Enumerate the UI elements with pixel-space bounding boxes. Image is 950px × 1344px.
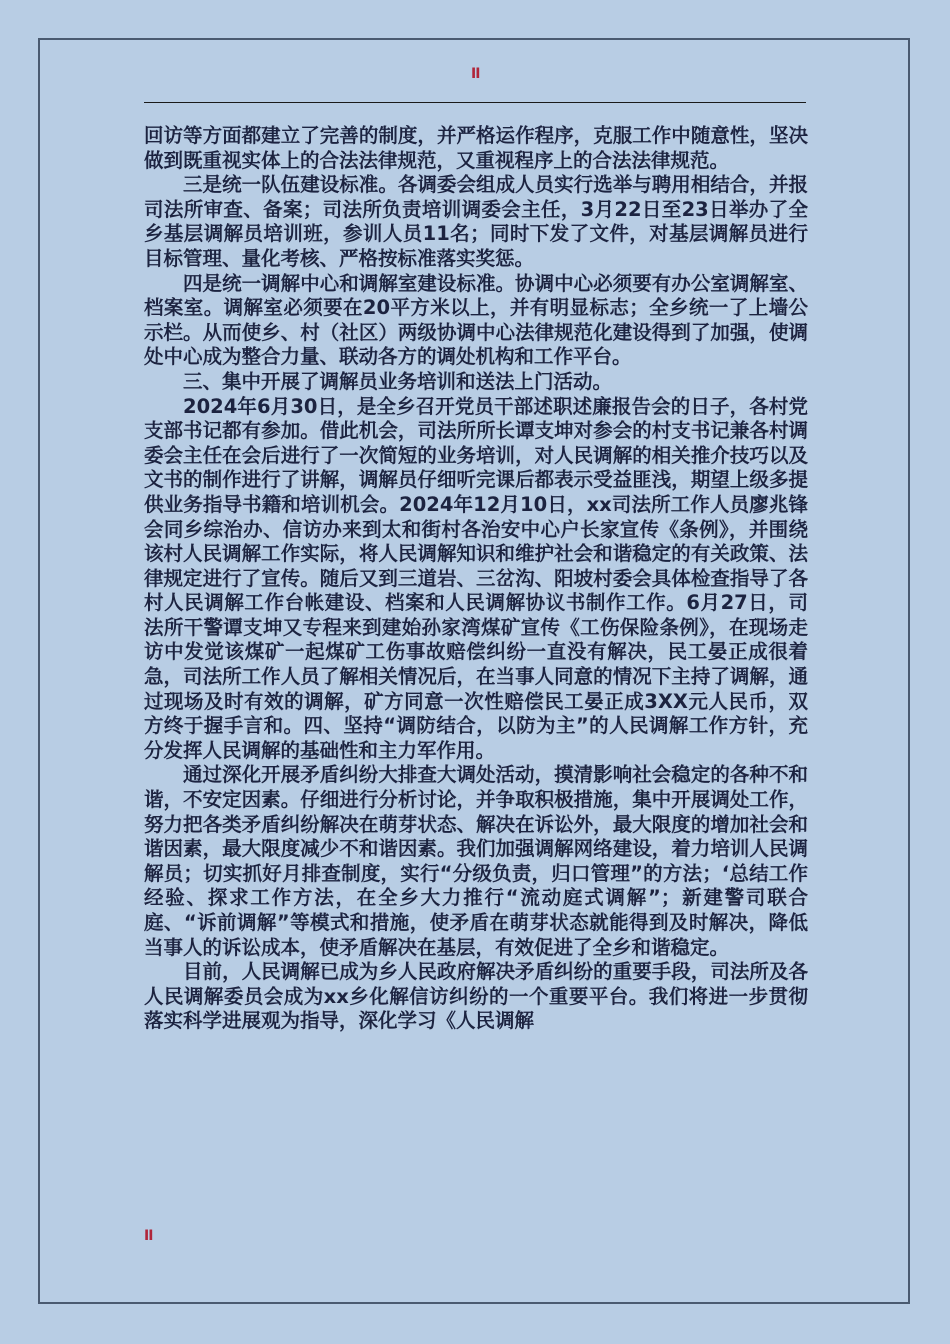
paragraph-1: 回访等方面都建立了完善的制度，并严格运作程序，克服工作中随意性，坚决做到既重视实体上的合法法律规范，又重视程序上的合法法律规范。 xyxy=(144,124,808,172)
header-rule xyxy=(144,102,806,103)
document-body xyxy=(144,124,808,1034)
footer-mark: II xyxy=(144,1228,153,1244)
header-mark: II xyxy=(471,66,480,82)
section-heading: 三、集中开展了调解员业务培训和送法上门活动。 xyxy=(183,369,613,393)
paragraph-6: 目前，人民调解已成为乡人民政府解决矛盾纠纷的重要手段，司法所及各人民调解委员会成为xx乡化解信访纠纷的一个重要平台。我们将进一步贯彻落实科学进展观为指导，深化学习《人民调解 xyxy=(144,960,808,1033)
paragraph-3: 四是统一调解中心和调解室建设标准。协调中心必须要有办公室调解室、档案室。调解室必须要在20平方米以上，并有明显标志；全乡统一了上墙公示栏。从而使乡、村（社区）两级协调中心法律规范化建设得到了加强，使调处中心成为整合力量、联动各方的调处机构和工作平台。 xyxy=(144,271,808,369)
paragraph-2: 三是统一队伍建设标准。各调委会组成人员实行选举与聘用相结合，并报司法所审查、备案；司法所负责培训调委会主任，3月22日至23日举办了全乡基层调解员培训班，参训人员11名；同时下发了文件，对基层调解员进行目标管理、量化考核、严格按标准落实奖惩。 xyxy=(144,173,808,270)
paragraph-5: 通过深化开展矛盾纠纷大排查大调处活动，摸清影响社会稳定的各种不和谐，不安定因素。仔细进行分析讨论，并争取积极措施，集中开展调处工作，努力把各类矛盾纠纷解决在萌芽状态、解决在诉讼外，最大限度的增加社会和谐因素，最大限度减少不和谐因素。我们加强调解网络建设，着力培训人民调解员；切实抓好月排查制度，实行“分级负责，归口管理”的方法；‘总结工作经验、探求工作方法，在全乡大力推行“流动庭式调解”；新建警司联合庭、“诉前调解”等模式和措施，使矛盾在萌芽状态就能得到及时解决，降低当事人的诉讼成本，使矛盾解决在基层，有效促进了全乡和谐稳定。 xyxy=(144,763,808,959)
paragraph-4: 2024年6月30日，是全乡召开党员干部述职述廉报告会的日子，各村党支部书记都有参加。借此机会，司法所所长谭支坤对参会的村支书记兼各村调委会主任在会后进行了一次简短的业务培训，对人民调解的相关推介技巧以及文书的制作进行了讲解，调解员仔细听完课后都表示受益匪浅，期望上级多提供业务指导书籍和培训机会。2024年12月10日，xx司法所工作人员廖兆锋会同乡综治办、信访办来到太和街村各治安中心户长家宣传《条例》，并围绕该村人民调解工作实际，将人民调解知识和维护社会和谐稳定的有关政策、法律规定进行了宣传。随后又到三道岩、三岔沟、阳坡村委会具体检查指导了各村人民调解工作台帐建设、档案和人民调解协议书制作工作。6月27日，司法所干警谭支坤又专程来到建始孙家湾煤矿宣传《工伤保险条例》，在现场走访中发觉该煤矿一起煤矿工伤事故赔偿纠纷一直没有解决，民工晏正成很着急，司法所工作人员了解相关情况后，在当事人同意的情况下主持了调解，通过现场及时有效的调解，矿方同意一次性赔偿民工晏正成3XX元人民币，双方终于握手言和。四、坚持“调防结合，以防为主”的人民调解工作方针，充分发挥人民调解的基础性和主力军作用。 xyxy=(144,394,808,762)
